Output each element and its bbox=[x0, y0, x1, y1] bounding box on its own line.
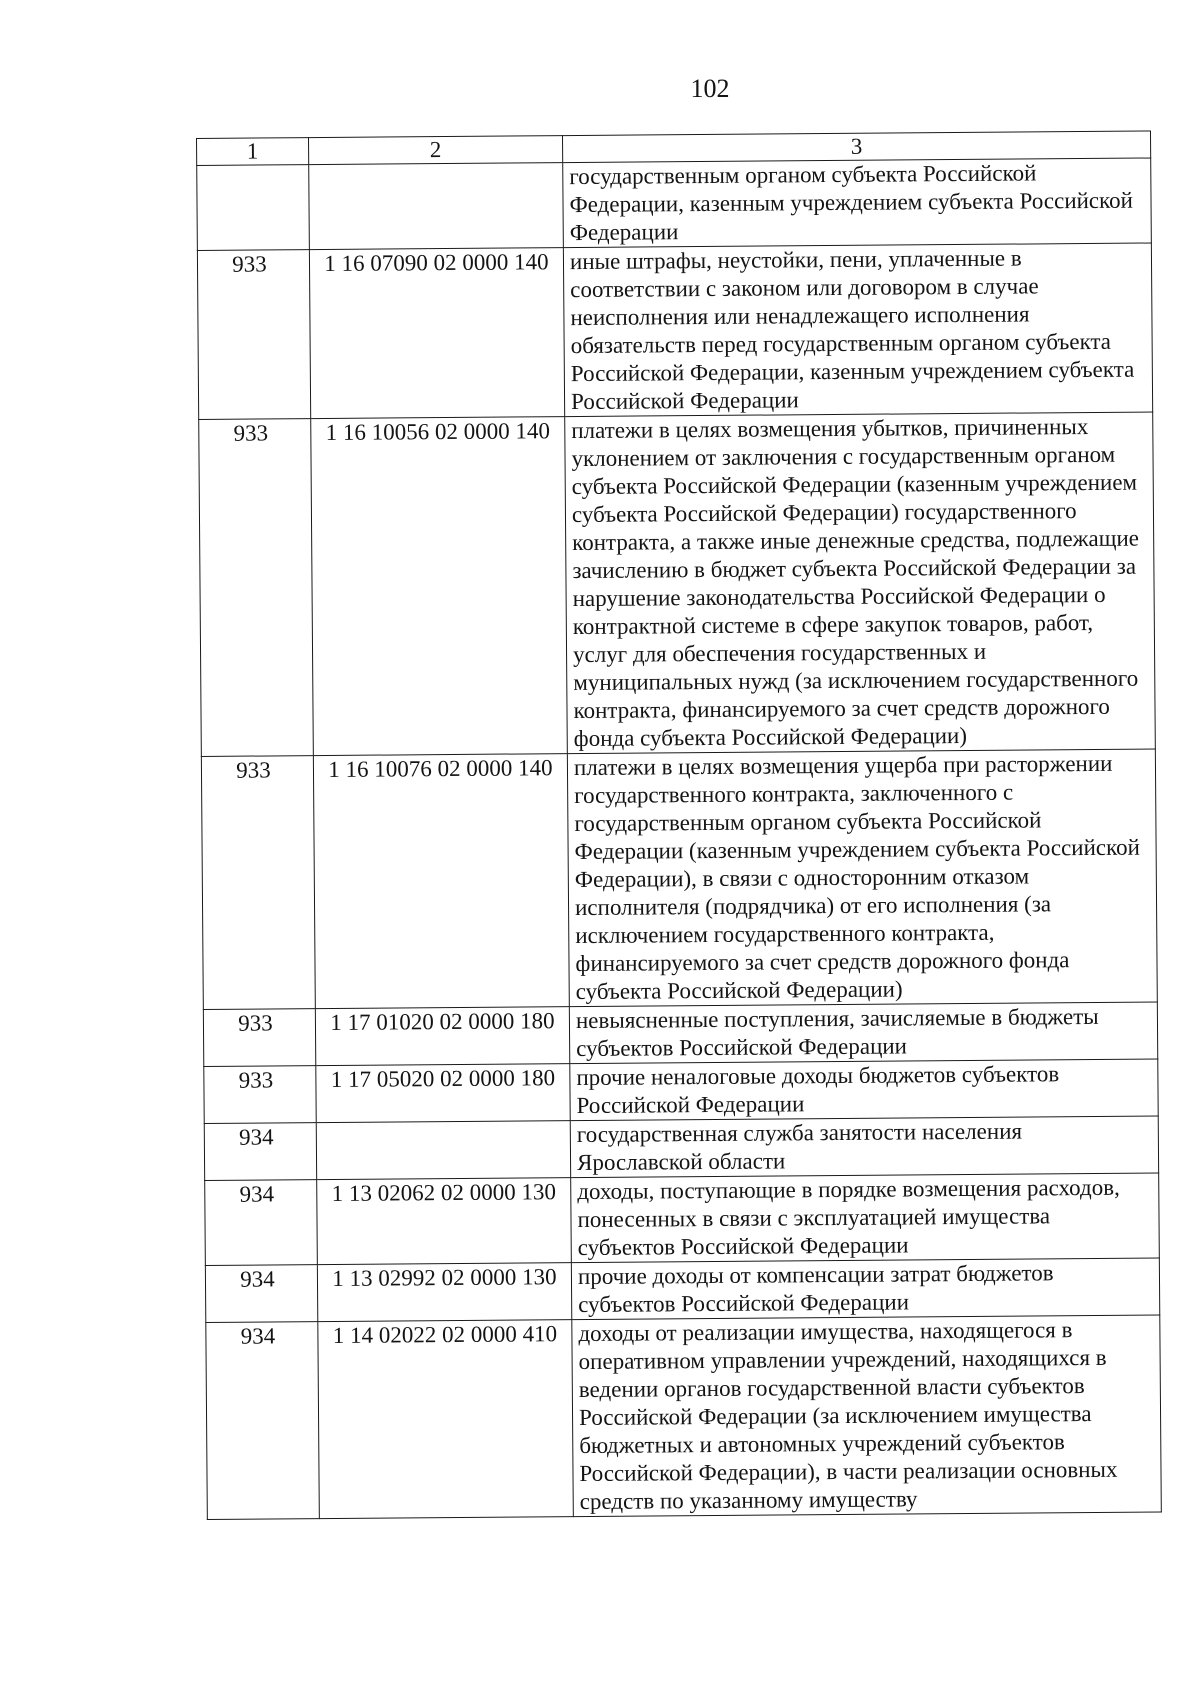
table-row bbox=[205, 1173, 1160, 1265]
table-row bbox=[197, 158, 1152, 250]
table-row bbox=[206, 1315, 1162, 1519]
revenue-codes-table bbox=[196, 130, 1162, 1519]
budget-code-cell: 1 16 10076 02 0000 140 bbox=[313, 754, 569, 1009]
budget-code-cell: 1 16 10056 02 0000 140 bbox=[311, 417, 568, 756]
table-row bbox=[205, 1258, 1159, 1322]
budget-code-cell: 1 13 02992 02 0000 130 bbox=[317, 1263, 571, 1322]
budget-code-cell: 1 13 02062 02 0000 130 bbox=[317, 1178, 572, 1265]
column-header-2: 2 bbox=[309, 136, 563, 165]
table-row bbox=[197, 243, 1152, 419]
revenue-description-cell: иные штрафы, неустойки, пени, уплаченные в соответствии с законом или договором в случае неисполнения или ненадлежащего исполнения обязательств перед государственным органом субъекта Российской Федерации, казенным учреждением субъекта Российской Федерации bbox=[563, 243, 1152, 417]
page-number: 102 bbox=[690, 74, 730, 103]
administrator-code-cell: 933 bbox=[201, 756, 315, 1010]
budget-code-cell bbox=[316, 1121, 570, 1180]
revenue-description-cell: государственная служба занятости населения Ярославской области bbox=[570, 1116, 1158, 1178]
revenue-description-cell: платежи в целях возмещения убытков, причиненных уклонением от заключения с государственным органом субъекта Российской Федерации (казенным учреждением субъекта Российской Федерации) государственного контракта, а также иные денежные средства, подлежащие зачислению в бюджет субъекта Российской Федерации за нарушение законодательства Российской Федерации о контрактной системе в сфере закупок товаров, работ, услуг для обеспечения государственных и муниципальных нужд (за исключением государственного контракта, финансируемого за счет средств дорожного фонда субъекта Российской Федерации) bbox=[565, 412, 1156, 754]
revenue-description-cell: доходы от реализации имущества, находящегося в оперативном управлении учреждений, находящихся в ведении органов государственной власти субъектов Российской Федерации (за исключением имущества бюджетных и автономных учреждений субъектов Российской Федерации), в части реализации основных средств по указанному имуществу bbox=[572, 1315, 1162, 1517]
revenue-description-cell: платежи в целях возмещения ущерба при расторжении государственного контракта, заключенного с государственным органом субъекта Российской Федерации (казенным учреждением субъекта Российской Федерации), в связи с односторонним отказом исполнителя (подрядчика) от его исполнения (за исключением государственного контракта, финансируемого за счет средств дорожного фонда субъекта Российской Федерации) bbox=[567, 749, 1157, 1007]
column-header-1: 1 bbox=[197, 138, 309, 166]
revenue-description-cell: прочие неналоговые доходы бюджетов субъектов Российской Федерации bbox=[570, 1059, 1158, 1121]
administrator-code-cell: 934 bbox=[206, 1322, 320, 1520]
revenue-description-cell: государственным органом субъекта Российской Федерации, казенным учреждением субъекта Российской Федерации bbox=[563, 158, 1152, 248]
table-body bbox=[197, 158, 1162, 1519]
revenue-description-cell: прочие доходы от компенсации затрат бюджетов субъектов Российской Федерации bbox=[571, 1258, 1159, 1320]
administrator-code-cell: 933 bbox=[197, 250, 310, 420]
budget-code-cell: 1 17 01020 02 0000 180 bbox=[315, 1007, 569, 1066]
administrator-code-cell: 933 bbox=[199, 419, 314, 757]
table-row bbox=[201, 749, 1157, 1009]
administrator-code-cell: 934 bbox=[205, 1265, 317, 1323]
table-row bbox=[199, 412, 1156, 756]
budget-code-cell: 1 16 07090 02 0000 140 bbox=[309, 248, 564, 419]
table-row bbox=[204, 1116, 1158, 1180]
revenue-description-cell: невыясненные поступления, зачисляемые в бюджеты субъектов Российской Федерации bbox=[569, 1002, 1157, 1064]
column-header-3: 3 bbox=[562, 131, 1150, 163]
administrator-code-cell: 933 bbox=[203, 1009, 315, 1067]
table-row bbox=[203, 1002, 1157, 1066]
administrator-code-cell: 934 bbox=[204, 1123, 316, 1181]
budget-code-cell: 1 17 05020 02 0000 180 bbox=[316, 1064, 570, 1123]
table-row bbox=[204, 1059, 1158, 1123]
administrator-code-cell: 933 bbox=[204, 1066, 316, 1124]
revenue-description-cell: доходы, поступающие в порядке возмещения расходов, понесенных в связи с эксплуатацией имущества субъектов Российской Федерации bbox=[571, 1173, 1160, 1263]
administrator-code-cell bbox=[197, 165, 310, 251]
administrator-code-cell: 934 bbox=[205, 1180, 318, 1266]
budget-code-cell bbox=[309, 163, 564, 250]
budget-code-cell: 1 14 02022 02 0000 410 bbox=[318, 1320, 574, 1519]
